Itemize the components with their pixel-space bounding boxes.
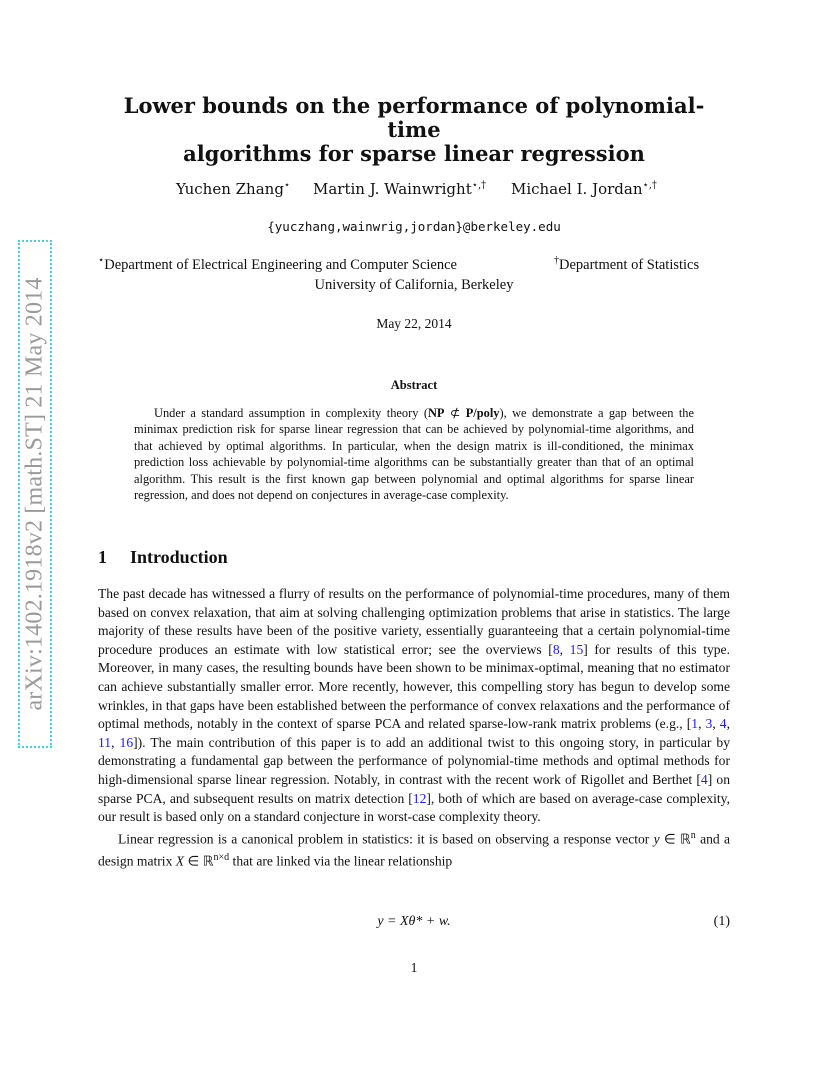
citation-link[interactable]: 4: [700, 771, 708, 787]
author-name: Martin J. Wainwright: [313, 180, 472, 198]
author-email: {yuczhang,wainwrig,jordan}@berkeley.edu: [267, 219, 561, 234]
affiliation-text: Department of Statistics: [559, 256, 700, 273]
equation-1: [98, 914, 730, 934]
ppoly-class: P/poly: [465, 406, 500, 420]
paper-title: [98, 94, 730, 166]
affiliation-text: Department of Electrical Engineering and Computer Science: [104, 256, 457, 273]
citation-link[interactable]: 16: [119, 734, 134, 750]
paragraph-2: [98, 827, 730, 871]
abstract-text: Under a standard assumption in complexity theory (: [154, 406, 428, 420]
affiliation-university: University of California, Berkeley: [314, 277, 514, 293]
paragraph-text: ] for results of this type. Moreover, in many cases, the resulting bounds have been shown to be minimax-optimal, meaning that no estimator can achieve substantially smaller error. More recently, however, this compelling story has begun to develop some wrinkles, in that gaps have been established between the performance of convex relaxations and the performance of optimal methods, notably in the context of sparse PCA and related sparse-low-rank matrix problems (e.g., [: [98, 641, 730, 732]
affiliation-mark: †: [554, 255, 559, 266]
paragraph-text: and a design matrix: [98, 831, 730, 869]
citation-link[interactable]: 8: [552, 641, 560, 657]
arxiv-identifier[interactable]: arXiv:1402.1918v2 [math.ST] 21 May 2014: [21, 277, 48, 711]
section-heading-introduction: [98, 547, 228, 568]
citation-separator: ,: [726, 716, 730, 732]
abstract-heading: Abstract: [390, 378, 438, 392]
not-subset-symbol: ⊄: [444, 406, 466, 420]
author-name: Michael I. Jordan: [511, 180, 643, 198]
paragraph-text: ], both of which are based on average-case complexity, our result is based only on a standard conjecture in worst-case complexity theory.: [98, 790, 730, 825]
paragraph-1: [98, 585, 730, 827]
arxiv-stamp: [18, 240, 52, 748]
np-class: NP: [427, 406, 445, 420]
author-2: [313, 180, 486, 198]
section-number: 1: [98, 547, 107, 567]
author-mark: ⋆,†: [642, 180, 657, 191]
math-symbol: ∈ ℝ: [659, 831, 691, 847]
citation-link[interactable]: 3: [705, 716, 713, 732]
affiliation-eecs: [98, 255, 457, 274]
author-mark: ⋆: [283, 180, 291, 191]
equation-expression: y = Xθ* + w.: [377, 914, 451, 929]
page-number: 1: [410, 960, 418, 975]
author-3: [511, 180, 657, 198]
paragraph-text: ] on sparse PCA, and subsequent results on matrix detection [: [98, 771, 730, 806]
citation-link[interactable]: 4: [719, 716, 727, 732]
author-mark: ⋆,†: [471, 180, 487, 191]
abstract-text: ), we demonstrate a gap between the minimax prediction risk for sparse linear regression that can be achieved by polynomial-time algorithms, and that achieved by optimal algorithms. In particular, when the design matrix is ill-conditioned, the minimax prediction loss achievable by polynomial-time algorithms can be substantially greater than that of an optimal algorithm. This result is the first known gap between polynomial and optimal algorithms for sparse linear regression, and does not depend on conjectures in average-case complexity.: [134, 406, 694, 503]
author-1: [176, 180, 290, 198]
citation-separator: ,: [712, 716, 720, 732]
citation-link[interactable]: 12: [412, 790, 427, 806]
math-exponent: n: [690, 829, 696, 841]
affiliation-statistics: [554, 255, 699, 274]
math-symbol: X: [175, 853, 185, 869]
citation-link[interactable]: 1: [691, 716, 699, 732]
paragraph-text: ]). The main contribution of this paper is to add an additional twist to this ongoing story, in particular by demonstrating a fundamental gap between the performance of polynomial-time methods and optimal methods for high-dimensional sparse linear regression. Notably, in contrast with the recent work of Rigollet and Berthet [: [98, 734, 731, 787]
section-title: Introduction: [130, 547, 228, 567]
author-name: Yuchen Zhang: [176, 180, 284, 198]
math-exponent: n×d: [213, 851, 230, 863]
citation-separator: ,: [559, 641, 570, 657]
citation-link[interactable]: 15: [569, 641, 584, 657]
citation-link[interactable]: 11: [98, 734, 112, 750]
paragraph-text: The past decade has witnessed a flurry of results on the performance of polynomial-time procedures, many of them based on convex relaxation, that aim at solving challenging optimization problems that arise in statistics. The large majority of these results have been of the positive variety, essentially guaranteeing that a certain polynomial-time procedure produces an estimate with low statistical error; see the overviews [: [98, 586, 730, 657]
title-line-2: algorithms for sparse linear regression: [183, 141, 645, 166]
title-line-1: Lower bounds on the performance of polynomial-time: [123, 93, 705, 142]
equation-number: (1): [713, 914, 730, 929]
math-symbol: y: [653, 831, 660, 847]
citation-separator: ,: [111, 734, 120, 750]
paper-date: May 22, 2014: [376, 316, 452, 331]
affiliation-mark: ⋆: [98, 255, 105, 266]
citation-separator: ,: [698, 716, 706, 732]
introduction-body: [98, 585, 730, 871]
math-symbol: ∈ ℝ: [184, 853, 214, 869]
paragraph-text: Linear regression is a canonical problem in statistics: it is based on observing a response vector: [118, 831, 654, 847]
paragraph-text: that are linked via the linear relationship: [229, 853, 453, 869]
abstract-body: [134, 405, 694, 503]
